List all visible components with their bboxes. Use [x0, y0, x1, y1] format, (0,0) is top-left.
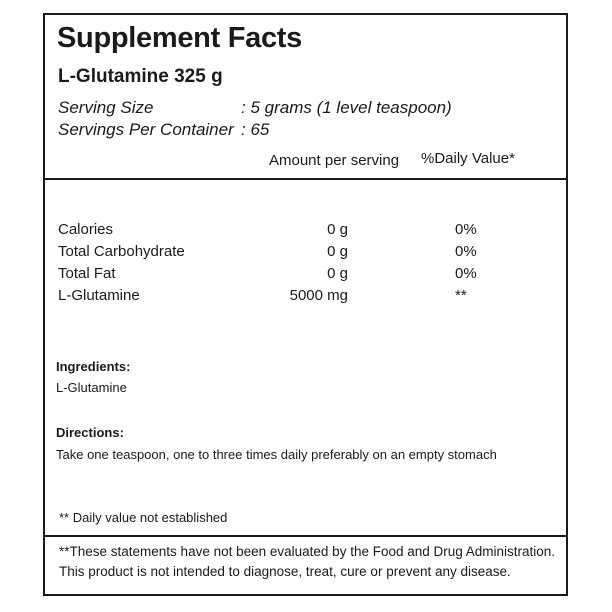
nutrient-row	[58, 287, 558, 307]
nutrient-amount: 5000 mg	[289, 287, 348, 304]
nutrient-daily-value: 0%	[455, 221, 477, 238]
serving-size-value: : 5 grams (1 level teaspoon)	[241, 98, 452, 117]
label-title: Supplement Facts	[57, 22, 302, 54]
nutrient-row	[58, 221, 558, 241]
ingredients-text: L-Glutamine	[56, 380, 127, 395]
supplement-facts-label	[43, 13, 568, 596]
daily-value-header: %Daily Value*	[421, 150, 515, 167]
fda-disclaimer-line-2: This product is not intended to diagnose, treat, cure or prevent any disease.	[59, 564, 511, 579]
nutrient-daily-value: 0%	[455, 243, 477, 260]
daily-value-footnote: ** Daily value not established	[59, 510, 228, 525]
nutrient-name: Total Carbohydrate	[58, 243, 185, 260]
header-divider	[45, 178, 566, 180]
nutrient-amount: 0 g	[327, 243, 348, 260]
directions-heading: Directions:	[56, 425, 124, 440]
nutrient-amount: 0 g	[327, 265, 348, 282]
servings-per-container-row	[58, 120, 270, 140]
nutrient-name: Calories	[58, 221, 114, 238]
servings-per-container-label: Servings Per Container	[58, 120, 234, 139]
nutrient-row	[58, 265, 558, 285]
fda-disclaimer-line-1: **These statements have not been evaluated by the Food and Drug Administration.	[59, 544, 556, 559]
serving-size-row	[58, 98, 452, 118]
nutrient-name: L-Glutamine	[58, 287, 140, 304]
serving-size-label: Serving Size	[58, 98, 154, 117]
ingredients-heading: Ingredients:	[56, 359, 131, 374]
amount-per-serving-header: Amount per serving	[269, 152, 400, 169]
disclaimer-divider	[45, 535, 566, 537]
servings-per-container-value: : 65	[241, 120, 270, 139]
nutrient-daily-value: **	[455, 287, 467, 304]
nutrient-daily-value: 0%	[455, 265, 477, 282]
nutrient-amount: 0 g	[327, 221, 348, 238]
product-name: L-Glutamine 325 g	[58, 66, 223, 87]
nutrient-row	[58, 243, 558, 263]
directions-text: Take one teaspoon, one to three times daily preferably on an empty stomach	[56, 447, 497, 462]
nutrient-name: Total Fat	[58, 265, 116, 282]
